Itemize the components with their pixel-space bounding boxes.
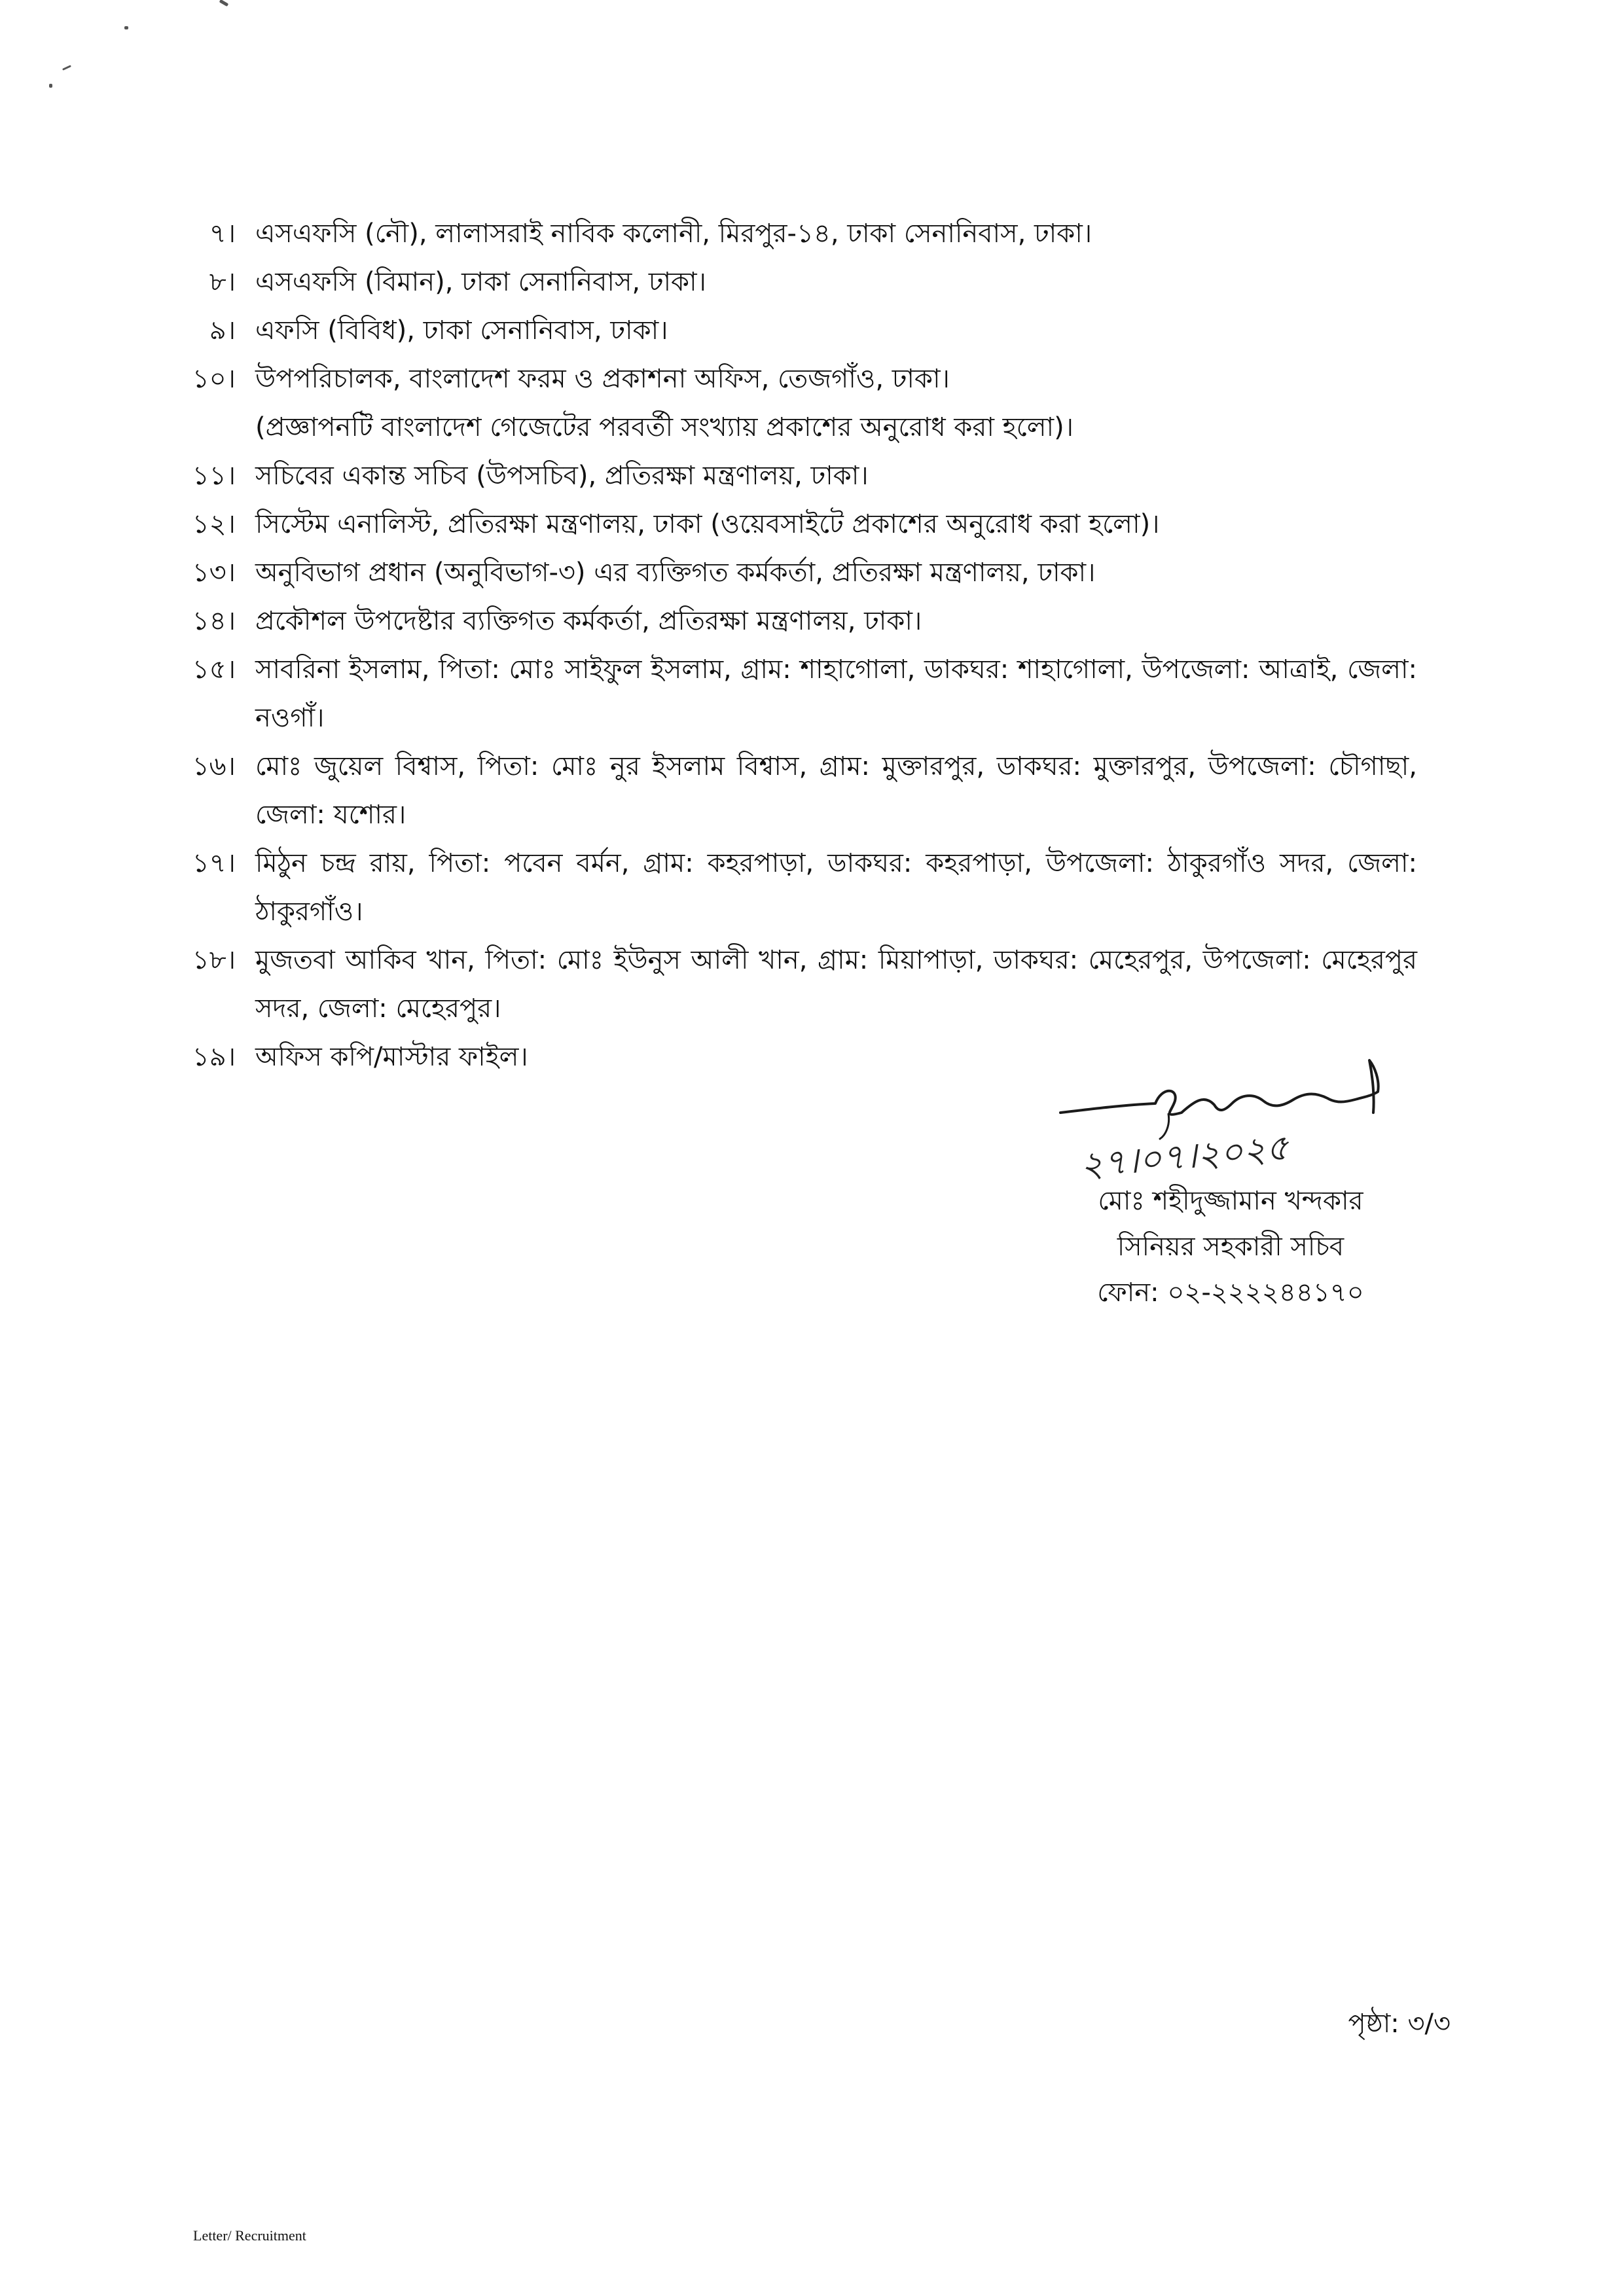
item-number: ১৯। xyxy=(192,1042,236,1072)
list-item xyxy=(187,839,1417,936)
page-number: পৃষ্ঠা: ৩/৩ xyxy=(1348,2009,1451,2039)
scan-speck xyxy=(124,26,128,29)
list-item xyxy=(187,742,1417,839)
item-text: সিস্টেম এনালিস্ট, প্রতিরক্ষা মন্ত্রণালয়, ঢাকা (ওয়েবসাইটে প্রকাশের অনুরোধ করা হলো)। xyxy=(255,509,1160,539)
item-number: ১৫। xyxy=(192,655,236,685)
item-text: মুজতবা আকিব খান, পিতা: মোঃ ইউনুস আলী খান, গ্রাম: মিয়াপাড়া, ডাকঘর: মেহেরপুর, উপজেলা: মেহেরপুর সদর, জেলা: মেহেরপুর। xyxy=(255,945,1417,1024)
item-note: (প্রজ্ঞাপনটি বাংলাদেশ গেজেটের পরবর্তী সংখ্যায় প্রকাশের অনুরোধ করা হলো)। xyxy=(255,412,1074,442)
scan-speck xyxy=(62,65,71,71)
list-item xyxy=(187,306,1417,355)
item-text: সচিবের একান্ত সচিব (উপসচিব), প্রতিরক্ষা মন্ত্রণালয়, ঢাকা। xyxy=(255,461,869,491)
item-number: ১৭। xyxy=(192,848,236,878)
scan-speck xyxy=(219,0,229,7)
signer-name: মোঃ শহীদুজ্জামান খন্দকার xyxy=(1098,1186,1363,1216)
signature-date: ২৭।০৭।২০২৫ xyxy=(1078,1126,1291,1186)
item-number: ১৩। xyxy=(192,558,236,588)
item-text: উপপরিচালক, বাংলাদেশ ফরম ও প্রকাশনা অফিস, তেজগাঁও, ঢাকা। xyxy=(255,364,950,394)
signer-phone: ফোন: ০২-২২২২৪৪১৭০ xyxy=(1097,1278,1364,1308)
item-number: ১১। xyxy=(192,461,236,491)
list-item xyxy=(187,645,1417,742)
item-number: ১৪। xyxy=(192,606,236,636)
list-item xyxy=(187,548,1417,597)
list-item xyxy=(187,355,1417,452)
item-number: ১৬। xyxy=(192,751,236,781)
item-text: মিঠুন চন্দ্র রায়, পিতা: পবেন বর্মন, গ্রাম: কহরপাড়া, ডাকঘর: কহরপাড়া, উপজেলা: ঠাকুরগাঁও সদর, জেলা: ঠাকুরগাঁও। xyxy=(255,848,1417,927)
item-number: ১২। xyxy=(192,509,236,539)
item-text: অনুবিভাগ প্রধান (অনুবিভাগ-৩) এর ব্যক্তিগত কর্মকর্তা, প্রতিরক্ষা মন্ত্রণালয়, ঢাকা। xyxy=(255,558,1096,588)
signer-designation: সিনিয়র সহকারী সচিব xyxy=(1117,1232,1344,1262)
item-text: প্রকৌশল উপদেষ্টার ব্যক্তিগত কর্মকর্তা, প্রতিরক্ষা মন্ত্রণালয়, ঢাকা। xyxy=(255,606,922,636)
signature-block xyxy=(1021,1041,1440,1316)
list-item xyxy=(187,936,1417,1033)
item-number: ১৮। xyxy=(192,945,236,975)
item-number: ১০। xyxy=(192,364,236,394)
distribution-list xyxy=(187,209,1417,1081)
item-text: এসএফসি (বিমান), ঢাকা সেনানিবাস, ঢাকা। xyxy=(255,267,706,297)
list-item xyxy=(187,597,1417,645)
item-number: ৮। xyxy=(209,267,236,297)
item-text: অফিস কপি/মাস্টার ফাইল। xyxy=(255,1042,528,1072)
item-text: এফসি (বিবিধ), ঢাকা সেনানিবাস, ঢাকা। xyxy=(255,315,668,346)
item-text: মোঃ জুয়েল বিশ্বাস, পিতা: মোঃ নুর ইসলাম বিশ্বাস, গ্রাম: মুক্তারপুর, ডাকঘর: মুক্তারপুর, উপজেলা: চৌগাছা, জেলা: যশোর। xyxy=(255,751,1417,830)
item-text: সাবরিনা ইসলাম, পিতা: মোঃ সাইফুল ইসলাম, গ্রাম: শাহাগোলা, ডাকঘর: শাহাগোলা, উপজেলা: আত্রাই, জেলা: নওগাঁ। xyxy=(255,655,1417,733)
list-item xyxy=(187,209,1417,258)
item-text: এসএফসি (নৌ), লালাসরাই নাবিক কলোনী, মিরপুর-১৪, ঢাকা সেনানিবাস, ঢাকা। xyxy=(255,219,1092,249)
list-item xyxy=(187,452,1417,500)
item-number: ৯। xyxy=(209,315,236,346)
item-number: ৭। xyxy=(209,219,236,249)
list-item xyxy=(187,258,1417,306)
scan-speck xyxy=(49,84,52,88)
list-item xyxy=(187,500,1417,548)
footer-reference: Letter/ Recruitment xyxy=(193,2227,306,2244)
